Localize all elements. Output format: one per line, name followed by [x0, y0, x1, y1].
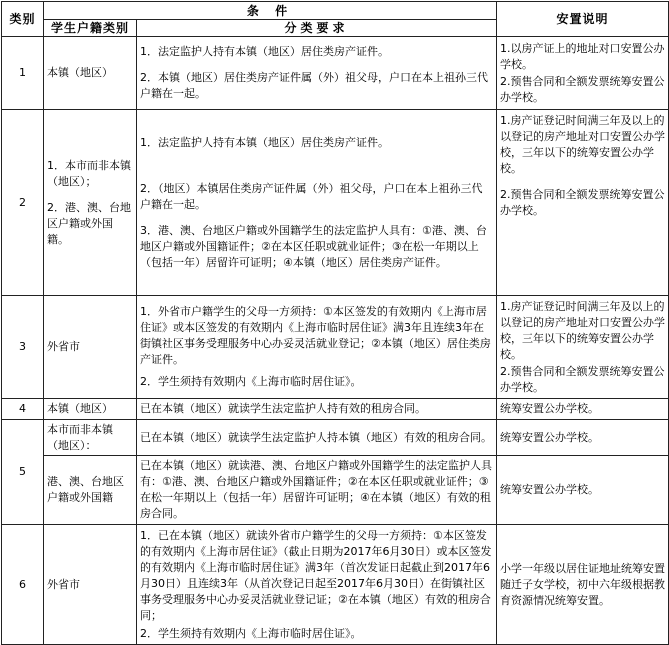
requirements-cell: [137, 399, 497, 420]
requirement-item: 1．已在本镇（地区）就读外省市户籍学生的父母一方须持：①本区签发的有效期内《上海市居住证》（截止日期为2017年6月30日）或本区签发的有效期内《上海市临时居住证》满3年（首次发证日起截止到2017年6月30日）且连续3年（从首次登记日起至2017年6月30日）在街镇社区事务受理服务中心办妥灵活就业登记证；②在本镇（地区）有效的租房合同；: [140, 528, 492, 622]
row-number: 4: [2, 399, 44, 420]
requirement-item: 已在本镇（地区）就读学生法定监护人持有效的租房合同。: [140, 402, 426, 415]
row-number: 1: [2, 37, 44, 110]
household-type: 本市而非本镇（地区）：: [47, 422, 113, 452]
household-type-cell: [44, 420, 137, 456]
row-number: 3: [2, 296, 44, 399]
household-type-cell: [44, 456, 137, 525]
requirement-item: 1．法定监护人持有本镇（地区）居住类房产证件。: [140, 45, 389, 58]
header-household-type: 学生户籍类别: [44, 20, 137, 37]
arrangement-item: 2.预售合同和全额发票统筹安置公办学校。: [500, 364, 665, 394]
arrangement-cell: [497, 296, 669, 399]
arrangement-item: 1.房产证登记时间满三年及以上的以登记的房产地址对口安置公办学校，三年以下的统筹安置公办学校。: [500, 299, 665, 361]
arrangement-item: 统筹安置公办学校。: [500, 483, 599, 496]
household-type: 本镇（地区）: [47, 66, 113, 79]
arrangement-cell: [497, 37, 669, 110]
requirement-item: 2．学生须持有效期内《上海市临时居住证》。: [140, 626, 362, 640]
household-type-cell: [44, 525, 137, 645]
header-arrangement: 安置说明: [497, 2, 669, 37]
arrangement-item: 统筹安置公办学校。: [500, 430, 599, 444]
arrangement-item: 小学一年级以居住证地址统筹安置随迁子女学校，初中六年级根据教育资源情况统筹安置。: [500, 561, 665, 607]
arrangement-item: 1.房产证登记时间满三年及以上的以登记的房产地址对口安置公办学校，三年以下的统筹安置公办学校。: [500, 114, 665, 175]
arrangement-item: 统筹安置公办学校。: [500, 402, 599, 415]
table-row: [2, 37, 669, 110]
table-row: [2, 456, 669, 525]
requirement-item: 已在本镇（地区）就读学生法定监护人持本镇（地区）有效的租房合同。: [140, 430, 492, 444]
requirement-item: 2．本镇（地区）居住类房产证件属（外）祖父母，户口在本上祖孙三代户籍在一起。: [140, 71, 488, 100]
arrangement-cell: [497, 456, 669, 525]
household-type: 2．港、澳、台地区户籍或外国籍。: [47, 200, 131, 246]
header-conditions: 条 件: [44, 2, 497, 20]
table-row: [2, 420, 669, 456]
household-type: 外省市: [47, 577, 80, 591]
requirement-item: 已在本镇（地区）就读港、澳、台地区户籍或外国籍学生的法定监护人具有：①港、澳、台地区户籍或外国籍证件；②在本区任职或就业证件；③在松一年期以上（包括一年）居留许可证明；④在本镇（地区）有效的租房合同。: [140, 459, 492, 520]
requirement-item: 2．（地区）本镇居住类房产证件属（外）祖父母，户口在本上祖孙三代户籍在一起。: [140, 181, 483, 211]
requirements-cell: [137, 37, 497, 110]
household-type-cell: [44, 296, 137, 399]
header-category: 类别: [2, 2, 44, 37]
household-type-cell: [44, 37, 137, 110]
requirements-cell: [137, 296, 497, 399]
header-requirements: 分类要求: [137, 20, 497, 37]
arrangement-cell: [497, 399, 669, 420]
arrangement-item: 1.以房产证上的地址对口安置公办学校。: [500, 41, 665, 71]
enrollment-conditions-table: [1, 1, 669, 645]
table-row: [2, 399, 669, 420]
table-row: [2, 525, 669, 645]
requirement-item: 1．法定监护人持有本镇（地区）居住类房产证件。: [140, 135, 389, 149]
household-type-cell: [44, 399, 137, 420]
household-type: 1．本市而非本镇（地区）；: [47, 158, 131, 188]
requirement-item: 1．外省市户籍学生的父母一方须持：①本区签发的有效期内《上海市居住证》或本区签发的有效期内《上海市临时居住证》满3年且连续3年在街镇社区事务受理服务中心办妥灵活就业登记；②本镇（地区）居住类房产证件。: [140, 305, 491, 366]
arrangement-cell: [497, 525, 669, 645]
requirement-item: 2．学生须持有效期内《上海市临时居住证》。: [140, 375, 362, 388]
arrangement-cell: [497, 110, 669, 296]
requirements-cell: [137, 525, 497, 645]
requirements-cell: [137, 456, 497, 525]
household-type: 本镇（地区）: [47, 402, 113, 415]
household-type: 港、澳、台地区户籍或外国籍: [47, 475, 124, 504]
arrangement-item: 2.预售合同和全额发票统筹安置公办学校。: [500, 74, 665, 104]
requirements-cell: [137, 110, 497, 296]
household-type-cell: [44, 110, 137, 296]
requirements-cell: [137, 420, 497, 456]
arrangement-cell: [497, 420, 669, 456]
row-number: 5: [2, 420, 44, 525]
arrangement-item: 2.预售合同和全额发票统筹安置公办学校。: [500, 188, 665, 217]
table-row: [2, 296, 669, 399]
row-number: 6: [2, 525, 44, 645]
requirement-item: 3．港、澳、台地区户籍或外国籍学生的法定监护人具有：①港、澳、台地区户籍或外国籍证件；②在本区任职或就业证件；③在松一年期以上（包括一年）居留许可证明；④本镇（地区）居住类房产证件。: [140, 223, 487, 269]
row-number: 2: [2, 110, 44, 296]
table-row: [2, 110, 669, 296]
household-type: 外省市: [47, 340, 80, 353]
